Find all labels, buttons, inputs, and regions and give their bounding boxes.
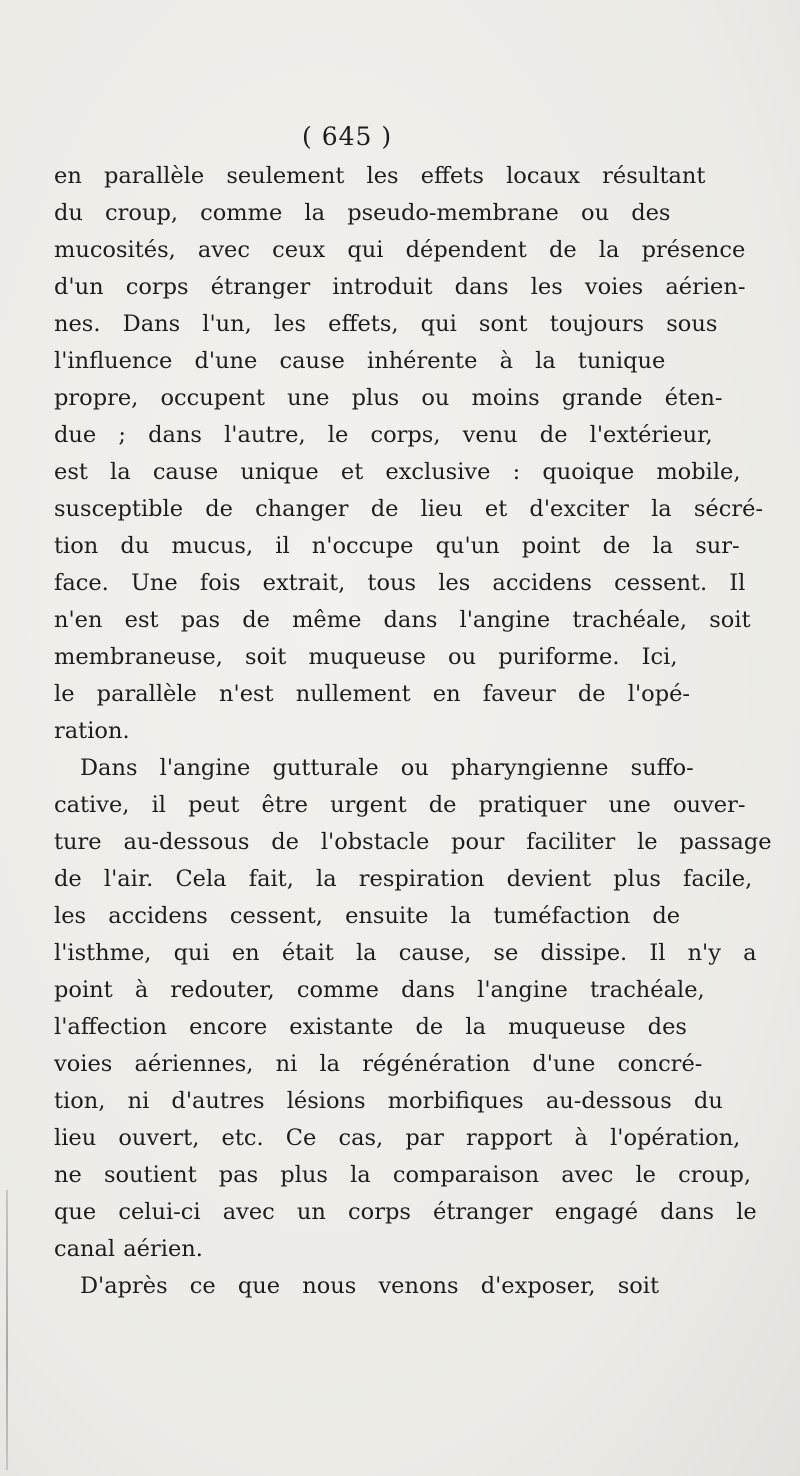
text-line: membraneuse, soit muqueuse ou puriforme. Ici,: [54, 644, 678, 670]
text-line: propre, occupent une plus ou moins grande éten-: [54, 385, 723, 411]
text-line: l'influence d'une cause inhérente à la tunique: [54, 348, 666, 374]
text-line: nes. Dans l'un, les effets, qui sont toujours sous: [54, 311, 718, 337]
text-line: mucosités, avec ceux qui dépendent de la présence: [54, 237, 746, 263]
text-line: que celui-ci avec un corps étranger engagé dans le: [54, 1199, 757, 1225]
text-line: lieu ouvert, etc. Ce cas, par rapport à l'opération,: [54, 1125, 741, 1151]
text-line: D'après ce que nous venons d'exposer, soit: [80, 1273, 660, 1299]
text-line: ture au-dessous de l'obstacle pour faciliter le passage: [54, 829, 772, 855]
text-line: le parallèle n'est nullement en faveur de l'opé-: [54, 681, 691, 707]
page-number: ( 645 ): [302, 122, 393, 151]
text-line: tion du mucus, il n'occupe qu'un point de la sur-: [54, 533, 740, 559]
text-line: due ; dans l'autre, le corps, venu de l'extérieur,: [54, 422, 713, 448]
text-line: de l'air. Cela fait, la respiration devient plus facile,: [54, 866, 753, 892]
text-line: est la cause unique et exclusive : quoique mobile,: [54, 459, 741, 485]
text-line: ration.: [54, 718, 130, 744]
text-line: ne soutient pas plus la comparaison avec le croup,: [54, 1162, 752, 1188]
text-line: canal aérien.: [54, 1236, 203, 1262]
text-line: en parallèle seulement les effets locaux résultant: [54, 163, 706, 189]
text-line: face. Une fois extrait, tous les accidens cessent. Il: [54, 570, 746, 596]
text-line: n'en est pas de même dans l'angine trachéale, soit: [54, 607, 751, 633]
text-line: d'un corps étranger introduit dans les voies aérien-: [54, 274, 746, 300]
text-line: l'isthme, qui en était la cause, se dissipe. Il n'y a: [54, 940, 757, 966]
text-line: susceptible de changer de lieu et d'exciter la sécré-: [54, 496, 763, 522]
text-line: voies aériennes, ni la régénération d'une concré-: [54, 1051, 703, 1077]
text-line: les accidens cessent, ensuite la tuméfaction de: [54, 903, 681, 929]
text-line: tion, ni d'autres lésions morbifiques au-dessous du: [54, 1088, 723, 1114]
text-line: du croup, comme la pseudo-membrane ou des: [54, 200, 671, 226]
text-line: cative, il peut être urgent de pratiquer une ouver-: [54, 792, 746, 818]
text-line: point à redouter, comme dans l'angine trachéale,: [54, 977, 705, 1003]
text-line: Dans l'angine gutturale ou pharyngienne suffo-: [80, 755, 694, 781]
page-edge-shadow: [6, 1190, 8, 1470]
text-line: l'affection encore existante de la muqueuse des: [54, 1014, 687, 1040]
